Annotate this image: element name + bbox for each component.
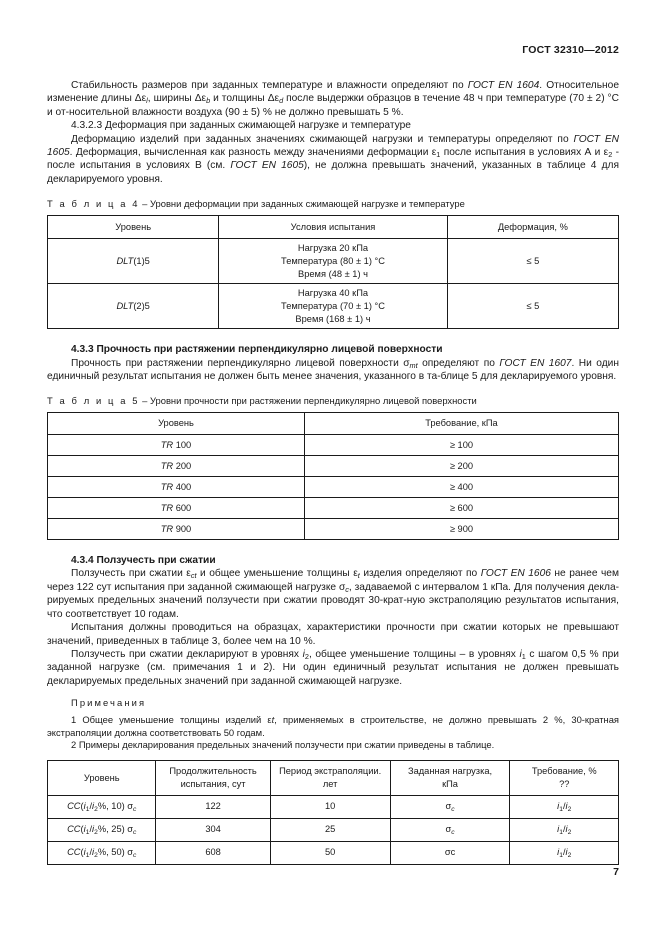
table6-cell-period: 50 — [270, 841, 390, 864]
table6-cell-level: $CC(i_1/i_2\%$, 10) $\sigma_c$ — [48, 795, 156, 818]
paragraph-creep-declaration: Ползучесть при сжатии декларируют в уровнях $i_2$, общее уменьшение толщины – в уровнях $i_1$ с шагом 0,5 % при заданной нагрузке (см. примечания 1 и 2). Ни один единичный результат испытания не должен превышать декларируемых предельных значений при заданной сжимающей нагрузке. — [47, 648, 620, 687]
table5-level-prefix: TR — [160, 460, 174, 471]
table-row — [48, 818, 619, 841]
table4-condition-temperature: Температура (80 ± 1) °С — [281, 255, 385, 266]
note-item: 1 Общее уменьшение толщины изделий εt, применяемых в строительстве, не должно превышать 2 %, 30-кратная экстраполяции должна соответствовать 50 годам. — [47, 714, 619, 738]
table6-col-period — [270, 761, 390, 795]
table6-col-period-line1: Период экстраполяции. — [279, 766, 382, 777]
table4-caption-label: Т а б л и ц а 4 — [47, 198, 140, 210]
table5-caption-text: – Уровни прочности при растяжении перпендикулярно лицевой поверхности — [142, 395, 477, 407]
table6-col-requirement-line1: Требование, % — [531, 766, 597, 777]
table5-cell-requirement: ≥ 600 — [304, 498, 618, 519]
table6-col-period-line2: лет — [322, 778, 338, 789]
paragraph-creep-definition: Ползучесть при сжатии $\varepsilon_{ct}$ и общее уменьшение толщины $\varepsilon_t$ изделия определяют по ГОСТ EN 1606 не ранее чем через 122 сут испытания при заданной сжимающей нагрузке $\sigma_c$, задаваемой с интервалом 1 кПа. Для получения декла-рируемых предельных значений ползучести при сжатии проводят 30-крат-ную экстраполяцию результатов испытания, что соответствует 10 годам. — [47, 568, 619, 620]
table-5-tensile-strength-levels — [47, 412, 619, 540]
table-4-deformation-levels — [47, 215, 619, 329]
table5-cell-level — [48, 435, 305, 456]
table5-cell-level — [48, 498, 305, 519]
table6-col-requirement — [510, 761, 619, 795]
table4-col-level: Уровень — [48, 216, 219, 239]
running-head-standard-number: ГОСТ 32310—2012 — [522, 44, 619, 56]
table4-cell-deformation: ≤ 5 — [447, 284, 618, 329]
table-6-creep-declaration-examples — [47, 760, 619, 864]
table6-col-duration-line2: испытания, сут — [180, 778, 246, 789]
table6-cell-level: $CC(i_1/i_2\%$, 50) $\sigma_c$ — [48, 841, 156, 864]
table6-col-load-line2: кПа — [442, 778, 458, 789]
table-row — [48, 456, 619, 477]
table6-cell-duration: 122 — [156, 795, 270, 818]
table5-caption-label: Т а б л и ц а 5 — [47, 395, 140, 407]
table-row — [48, 519, 619, 540]
table6-col-load — [390, 761, 510, 795]
table6-col-load-line1: Заданная нагрузка, — [407, 766, 493, 777]
notes-heading: Примечания — [71, 697, 147, 709]
table6-cell-duration: 304 — [156, 818, 270, 841]
table-row — [48, 239, 619, 284]
table4-cell-level: DLT(1)5 — [48, 239, 219, 284]
table4-cell-conditions — [219, 284, 447, 329]
table-header-row — [48, 216, 619, 239]
table5-level-prefix: TR — [160, 502, 174, 513]
table5-level-prefix: TR — [160, 481, 174, 492]
table5-caption — [47, 395, 619, 407]
table5-col-level: Уровень — [48, 413, 305, 435]
table-row — [48, 795, 619, 818]
table4-caption-text: – Уровни деформации при заданных сжимающей нагрузке и температуре — [142, 198, 465, 210]
table6-cell-load: $\sigma_c$ — [390, 795, 510, 818]
table6-cell-duration: 608 — [156, 841, 270, 864]
table6-col-level: Уровень — [48, 761, 156, 795]
table5-level-value: 900 — [175, 523, 192, 534]
table6-cell-requirement: $i_1/i_2$ — [510, 841, 619, 864]
table5-cell-level — [48, 456, 305, 477]
clause-heading-4-3-3: 4.3.3 Прочность при растяжении перпендикулярно лицевой поверхности — [71, 344, 443, 356]
paragraph-creep-specimens: Испытания должны проводиться на образцах, характеристики прочности при сжатии которых не превышают значений, приведенных в таблице 3, более чем на 10 %. — [47, 622, 619, 647]
table4-col-conditions: Условия испытания — [219, 216, 447, 239]
table5-cell-requirement: ≥ 400 — [304, 477, 618, 498]
table4-col-deformation: Деформация, % — [447, 216, 618, 239]
table4-condition-time: Время (48 ± 1) ч — [298, 268, 368, 279]
table4-condition-load: Нагрузка 40 кПа — [297, 288, 369, 299]
paragraph-dimensional-stability: Стабильность размеров при заданных температуре и влажности определяют по ГОСТ EN 1604. Относительное изменение длины $\Delta\varepsilon_l$, ширины $\Delta\varepsilon_b$ и толщины $\Delta\varepsilon_d$ после выдержки образцов в течение 48 ч при температуре (70 ± 2) °С и от-носительной влажности воздуха (90 ± 5) % не должно превышать 5 %. — [47, 80, 619, 118]
table-row — [48, 284, 619, 329]
table-header-row — [48, 413, 619, 435]
table4-cell-deformation: ≤ 5 — [447, 239, 618, 284]
table6-cell-requirement: $i_1/i_2$ — [510, 795, 619, 818]
table6-cell-period: 25 — [270, 818, 390, 841]
table-row — [48, 841, 619, 864]
note-item: 2 Примеры декларирования предельных значений ползучести при сжатии приведены в таблице. — [71, 738, 495, 750]
table5-cell-level — [48, 519, 305, 540]
table5-level-prefix: TR — [160, 523, 174, 534]
table6-col-duration-line1: Продолжительность — [169, 766, 257, 777]
table4-condition-temperature: Температура (70 ± 1) °С — [281, 300, 385, 311]
table5-cell-requirement: ≥ 900 — [304, 519, 618, 540]
clause-heading-4-3-4: 4.3.4 Ползучесть при сжатии — [71, 555, 216, 567]
page-number: 7 — [613, 866, 619, 878]
table4-condition-time: Время (168 ± 1) ч — [295, 313, 371, 324]
table4-condition-load: Нагрузка 20 кПа — [297, 243, 369, 254]
table6-cell-requirement: $i_1/i_2$ — [510, 818, 619, 841]
table6-col-requirement-line2: ?? — [559, 778, 570, 789]
table-row — [48, 477, 619, 498]
table4-cell-conditions — [219, 239, 447, 284]
table6-cell-level: $CC(i_1/i_2\%$, 25) $\sigma_c$ — [48, 818, 156, 841]
table5-level-value: 600 — [175, 502, 192, 513]
table-header-row — [48, 761, 619, 795]
table5-level-prefix: TR — [160, 439, 174, 450]
table6-cell-load: σc — [390, 841, 510, 864]
table5-cell-level — [48, 477, 305, 498]
table5-cell-requirement: ≥ 100 — [304, 435, 618, 456]
table5-level-value: 100 — [175, 439, 192, 450]
clause-heading-4-3-2-3: 4.3.2.3 Деформация при заданных сжимающей нагрузке и температуре — [71, 120, 411, 132]
table4-cell-level: DLT(2)5 — [48, 284, 219, 329]
table5-cell-requirement: ≥ 200 — [304, 456, 618, 477]
paragraph-tensile-strength: Прочность при растяжении перпендикулярно лицевой поверхности $\sigma_{mt}$ определяют по ГОСТ EN 1607. Ни один единичный результат испытания не должен быть менее значения, указанного в та-блице 5 для декларируемого уровня. — [47, 357, 619, 383]
table6-col-duration — [156, 761, 270, 795]
paragraph-deformation: Деформацию изделий при заданных значениях сжимающей нагрузки и температуры определяют по ГОСТ EN 1605. Деформация, вычисленная как разность между значениями деформации $\varepsilon_1$ после испытания в условиях А и $\varepsilon_2$ - после испытания в условиях В (см. ГОСТ EN 1605), не должна превышать значений, указанных в таблице 4 для декларируемого уровня. — [47, 133, 619, 185]
table-row — [48, 498, 619, 519]
table5-level-value: 400 — [175, 481, 192, 492]
table-row — [48, 435, 619, 456]
table4-caption — [47, 198, 619, 210]
table6-cell-period: 10 — [270, 795, 390, 818]
table5-col-requirement: Требование, кПа — [304, 413, 618, 435]
table5-level-value: 200 — [175, 460, 192, 471]
table6-cell-load: $\sigma_c$ — [390, 818, 510, 841]
